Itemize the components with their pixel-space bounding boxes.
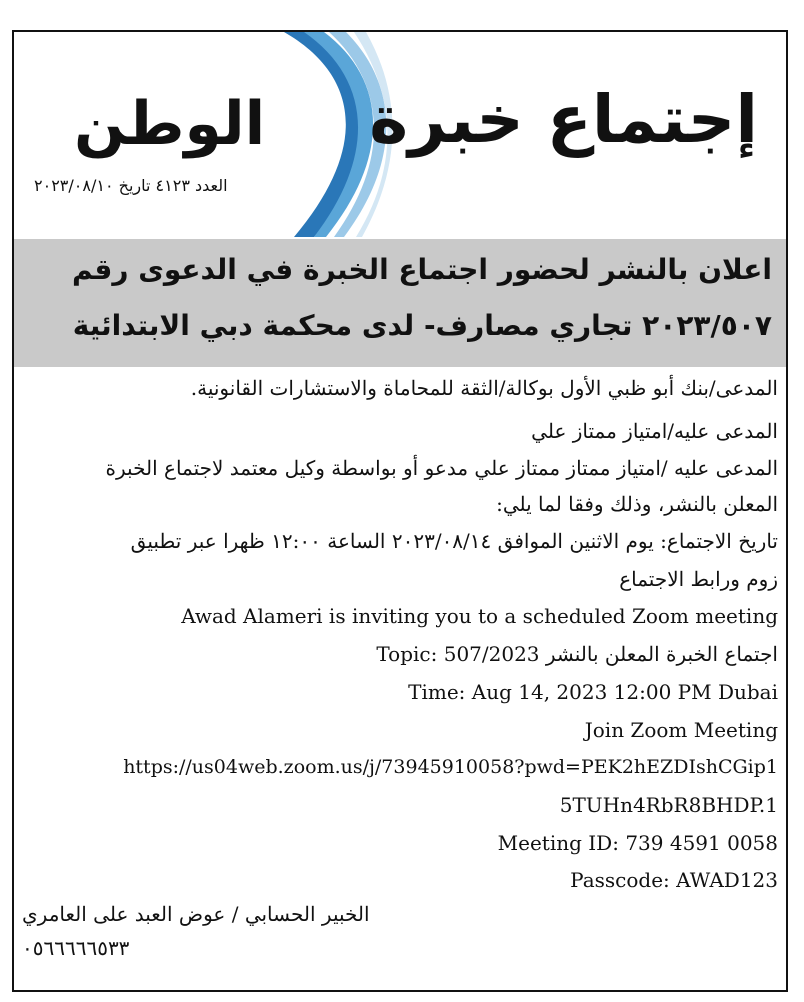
- meeting-id-line: Meeting ID: 739 4591 0058: [497, 831, 778, 855]
- zoom-join-line: Join Zoom Meeting: [584, 718, 778, 742]
- passcode-line: Passcode: AWAD123: [570, 868, 778, 892]
- phone-number: ٠٥٦٦٦٦٦٥٣٣: [22, 936, 130, 960]
- issue-date: العدد ٤١٢٣ تاريخ ٢٠٢٣/٠٨/١٠: [34, 176, 228, 195]
- defendant-line: المدعى عليه/امتياز ممتاز علي: [531, 419, 778, 443]
- invitation-line-2: المعلن بالنشر، وذلك وفقا لما يلي:: [496, 492, 778, 516]
- announcement-frame: [12, 30, 788, 992]
- plaintiff-line: المدعى/بنك أبو ظبي الأول بوكالة/الثقة للمحاماة والاستشارات القانونية.: [190, 376, 778, 400]
- zoom-time-line: Time: Aug 14, 2023 12:00 PM Dubai: [408, 680, 778, 704]
- zoom-url-line-1[interactable]: https://us04web.zoom.us/j/73945910058?pwd=PEK2hEZDIshCGip1: [123, 756, 778, 778]
- zoom-url-line-2[interactable]: 5TUHn4RbR8BHDP.1: [559, 793, 778, 817]
- newspaper-logo: الوطن: [74, 89, 266, 159]
- zoom-topic-line: Topic: اجتماع الخبرة المعلن بالنشر 507/2023: [376, 642, 778, 666]
- headline-banner: [14, 239, 786, 367]
- meeting-date-line: تاريخ الاجتماع: يوم الاثنين الموافق ٢٠٢٣/٠٨/١٤ الساعة ١٢:٠٠ ظهرا عبر تطبيق: [130, 529, 778, 553]
- meeting-link-intro: زوم ورابط الاجتماع: [619, 567, 778, 591]
- header: [14, 32, 786, 237]
- zoom-invite-line: Awad Alameri is inviting you to a scheduled Zoom meeting: [181, 604, 778, 628]
- headline-line-2: ٢٠٢٣/٥٠٧ تجاري مصارف- لدى محكمة دبي الابتدائية: [72, 309, 772, 342]
- signature-line: الخبير الحسابي / عوض العبد على العامري: [22, 902, 370, 926]
- headline-line-1: اعلان بالنشر لحضور اجتماع الخبرة في الدعوى رقم: [72, 253, 772, 286]
- page-title: إجتماع خبرة: [369, 81, 758, 158]
- invitation-line-1: المدعى عليه /امتياز ممتاز ممتاز علي مدعو أو بواسطة وكيل معتمد لاجتماع الخبرة: [105, 456, 778, 480]
